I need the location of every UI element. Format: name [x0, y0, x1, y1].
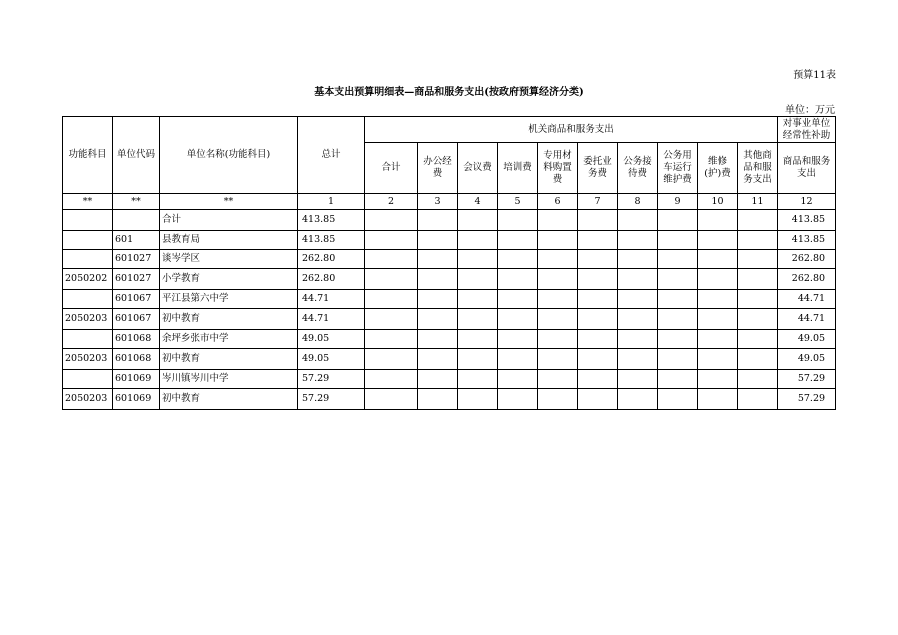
cell-empty	[498, 370, 538, 389]
cell-func-code	[63, 250, 113, 269]
cell-empty	[458, 330, 498, 349]
cell-unit-code: 601068	[113, 349, 160, 370]
header-col: 委托业务费	[578, 143, 618, 194]
cell-subsidy: 57.29	[778, 389, 836, 410]
header-group-agency: 机关商品和服务支出	[365, 117, 778, 143]
cell-empty	[738, 290, 778, 309]
table-number: 预算11表	[793, 70, 836, 81]
cell-empty	[538, 231, 578, 250]
cell-unit-name: 合计	[160, 210, 298, 231]
cell-empty	[618, 250, 658, 269]
index-cell: 9	[658, 194, 698, 210]
table-row	[63, 250, 836, 269]
cell-empty	[738, 309, 778, 330]
header-total: 总计	[298, 117, 365, 194]
cell-empty	[698, 309, 738, 330]
cell-empty	[578, 231, 618, 250]
header-col: 专用材料购置费	[538, 143, 578, 194]
cell-total: 413.85	[298, 231, 365, 250]
cell-empty	[698, 330, 738, 349]
cell-unit-code: 601027	[113, 250, 160, 269]
cell-empty	[418, 250, 458, 269]
cell-empty	[578, 330, 618, 349]
cell-empty	[418, 349, 458, 370]
cell-empty	[618, 269, 658, 290]
cell-empty	[538, 269, 578, 290]
cell-empty	[498, 231, 538, 250]
cell-empty	[658, 250, 698, 269]
cell-empty	[738, 210, 778, 231]
cell-unit-name: 小学教育	[160, 269, 298, 290]
cell-func-code	[63, 330, 113, 349]
cell-empty	[458, 389, 498, 410]
cell-total: 57.29	[298, 370, 365, 389]
index-cell: 1	[298, 194, 365, 210]
cell-empty	[365, 210, 418, 231]
cell-total: 57.29	[298, 389, 365, 410]
cell-empty	[578, 290, 618, 309]
cell-total: 413.85	[298, 210, 365, 231]
cell-empty	[418, 370, 458, 389]
cell-empty	[578, 309, 618, 330]
cell-func-code: 2050202	[63, 269, 113, 290]
cell-empty	[498, 349, 538, 370]
cell-func-code	[63, 370, 113, 389]
header-col: 办公经费	[418, 143, 458, 194]
cell-empty	[538, 210, 578, 231]
index-cell: **	[113, 194, 160, 210]
cell-empty	[658, 290, 698, 309]
cell-empty	[458, 210, 498, 231]
cell-empty	[458, 250, 498, 269]
cell-empty	[578, 349, 618, 370]
cell-total: 49.05	[298, 330, 365, 349]
cell-func-code: 2050203	[63, 309, 113, 330]
index-cell: 11	[738, 194, 778, 210]
cell-empty	[618, 231, 658, 250]
cell-empty	[658, 370, 698, 389]
cell-empty	[578, 389, 618, 410]
cell-total: 262.80	[298, 269, 365, 290]
cell-unit-code: 601027	[113, 269, 160, 290]
cell-empty	[738, 370, 778, 389]
cell-empty	[458, 370, 498, 389]
cell-unit-name: 平江县第六中学	[160, 290, 298, 309]
cell-empty	[418, 290, 458, 309]
cell-empty	[365, 269, 418, 290]
cell-empty	[578, 250, 618, 269]
index-cell: **	[160, 194, 298, 210]
cell-total: 44.71	[298, 290, 365, 309]
cell-subsidy: 44.71	[778, 290, 836, 309]
cell-subsidy: 57.29	[778, 370, 836, 389]
cell-empty	[365, 250, 418, 269]
cell-subsidy: 413.85	[778, 210, 836, 231]
cell-empty	[698, 210, 738, 231]
index-cell: 4	[458, 194, 498, 210]
cell-func-code	[63, 210, 113, 231]
cell-empty	[418, 389, 458, 410]
cell-empty	[738, 231, 778, 250]
cell-empty	[618, 330, 658, 349]
cell-empty	[365, 290, 418, 309]
cell-empty	[578, 370, 618, 389]
index-cell: 7	[578, 194, 618, 210]
cell-empty	[498, 290, 538, 309]
table-row	[63, 231, 836, 250]
cell-empty	[365, 309, 418, 330]
cell-unit-code: 601069	[113, 389, 160, 410]
cell-empty	[458, 231, 498, 250]
cell-total: 44.71	[298, 309, 365, 330]
cell-empty	[698, 269, 738, 290]
header-unit-code: 单位代码	[113, 117, 160, 194]
cell-empty	[698, 250, 738, 269]
cell-empty	[658, 330, 698, 349]
index-cell: 5	[498, 194, 538, 210]
cell-empty	[498, 309, 538, 330]
cell-empty	[738, 269, 778, 290]
cell-empty	[658, 309, 698, 330]
cell-unit-name: 县教育局	[160, 231, 298, 250]
cell-empty	[698, 290, 738, 309]
cell-empty	[538, 389, 578, 410]
index-row	[63, 194, 836, 210]
cell-empty	[458, 290, 498, 309]
unit-label: 单位：万元	[785, 105, 835, 116]
cell-empty	[698, 231, 738, 250]
cell-empty	[738, 250, 778, 269]
cell-empty	[418, 231, 458, 250]
cell-empty	[498, 250, 538, 269]
cell-subsidy: 44.71	[778, 309, 836, 330]
index-cell: 2	[365, 194, 418, 210]
cell-empty	[658, 269, 698, 290]
cell-func-code: 2050203	[63, 349, 113, 370]
cell-subsidy: 262.80	[778, 269, 836, 290]
cell-func-code: 2050203	[63, 389, 113, 410]
header-group-subsidy: 对事业单位经常性补助	[778, 117, 836, 143]
cell-unit-code	[113, 210, 160, 231]
cell-empty	[578, 269, 618, 290]
cell-empty	[538, 370, 578, 389]
cell-unit-name: 谈岑学区	[160, 250, 298, 269]
cell-unit-name: 余坪乡张市中学	[160, 330, 298, 349]
cell-func-code	[63, 231, 113, 250]
cell-empty	[458, 309, 498, 330]
table-row	[63, 370, 836, 389]
cell-empty	[418, 330, 458, 349]
cell-empty	[538, 290, 578, 309]
cell-empty	[618, 290, 658, 309]
index-cell: **	[63, 194, 113, 210]
cell-empty	[578, 210, 618, 231]
cell-empty	[618, 309, 658, 330]
cell-empty	[458, 269, 498, 290]
cell-subsidy: 49.05	[778, 330, 836, 349]
cell-empty	[738, 330, 778, 349]
cell-empty	[618, 370, 658, 389]
table-row	[63, 389, 836, 410]
index-cell: 8	[618, 194, 658, 210]
cell-empty	[698, 389, 738, 410]
table-row	[63, 269, 836, 290]
cell-unit-name: 初中教育	[160, 389, 298, 410]
table-row	[63, 330, 836, 349]
cell-empty	[538, 309, 578, 330]
header-col: 培训费	[498, 143, 538, 194]
cell-unit-code: 601	[113, 231, 160, 250]
cell-subsidy: 413.85	[778, 231, 836, 250]
cell-empty	[538, 250, 578, 269]
header-func-code: 功能科目	[63, 117, 113, 194]
header-col: 公务用车运行维护费	[658, 143, 698, 194]
cell-empty	[418, 309, 458, 330]
cell-empty	[498, 210, 538, 231]
table-row	[63, 349, 836, 370]
cell-empty	[618, 389, 658, 410]
header-subsidy-col: 商品和服务支出	[778, 143, 836, 194]
header-unit-name: 单位名称(功能科目)	[160, 117, 298, 194]
cell-empty	[498, 330, 538, 349]
cell-empty	[698, 370, 738, 389]
cell-empty	[658, 349, 698, 370]
cell-unit-name: 初中教育	[160, 309, 298, 330]
cell-empty	[618, 349, 658, 370]
cell-empty	[618, 210, 658, 231]
cell-empty	[658, 389, 698, 410]
cell-func-code	[63, 290, 113, 309]
cell-total: 49.05	[298, 349, 365, 370]
cell-unit-code: 601067	[113, 309, 160, 330]
index-cell: 10	[698, 194, 738, 210]
cell-unit-code: 601069	[113, 370, 160, 389]
cell-empty	[698, 349, 738, 370]
cell-unit-name: 初中教育	[160, 349, 298, 370]
cell-empty	[418, 210, 458, 231]
cell-empty	[365, 389, 418, 410]
index-cell: 3	[418, 194, 458, 210]
cell-empty	[498, 269, 538, 290]
cell-unit-code: 601068	[113, 330, 160, 349]
cell-subsidy: 262.80	[778, 250, 836, 269]
cell-empty	[658, 231, 698, 250]
table-row	[63, 309, 836, 330]
cell-empty	[498, 389, 538, 410]
cell-empty	[365, 370, 418, 389]
cell-subsidy: 49.05	[778, 349, 836, 370]
table-row	[63, 210, 836, 231]
cell-empty	[365, 330, 418, 349]
header-col: 其他商品和服务支出	[738, 143, 778, 194]
cell-empty	[538, 330, 578, 349]
cell-empty	[658, 210, 698, 231]
cell-empty	[738, 389, 778, 410]
cell-empty	[458, 349, 498, 370]
cell-unit-code: 601067	[113, 290, 160, 309]
page-title: 基本支出预算明细表—商品和服务支出(按政府预算经济分类)	[314, 87, 584, 98]
table-row	[63, 290, 836, 309]
header-col: 维修(护)费	[698, 143, 738, 194]
cell-empty	[365, 231, 418, 250]
cell-total: 262.80	[298, 250, 365, 269]
cell-empty	[538, 349, 578, 370]
header-col: 会议费	[458, 143, 498, 194]
header-col: 公务接待费	[618, 143, 658, 194]
cell-empty	[738, 349, 778, 370]
budget-table	[62, 116, 836, 410]
index-cell: 12	[778, 194, 836, 210]
cell-empty	[365, 349, 418, 370]
header-col: 合计	[365, 143, 418, 194]
index-cell: 6	[538, 194, 578, 210]
cell-empty	[418, 269, 458, 290]
cell-unit-name: 岑川镇岑川中学	[160, 370, 298, 389]
